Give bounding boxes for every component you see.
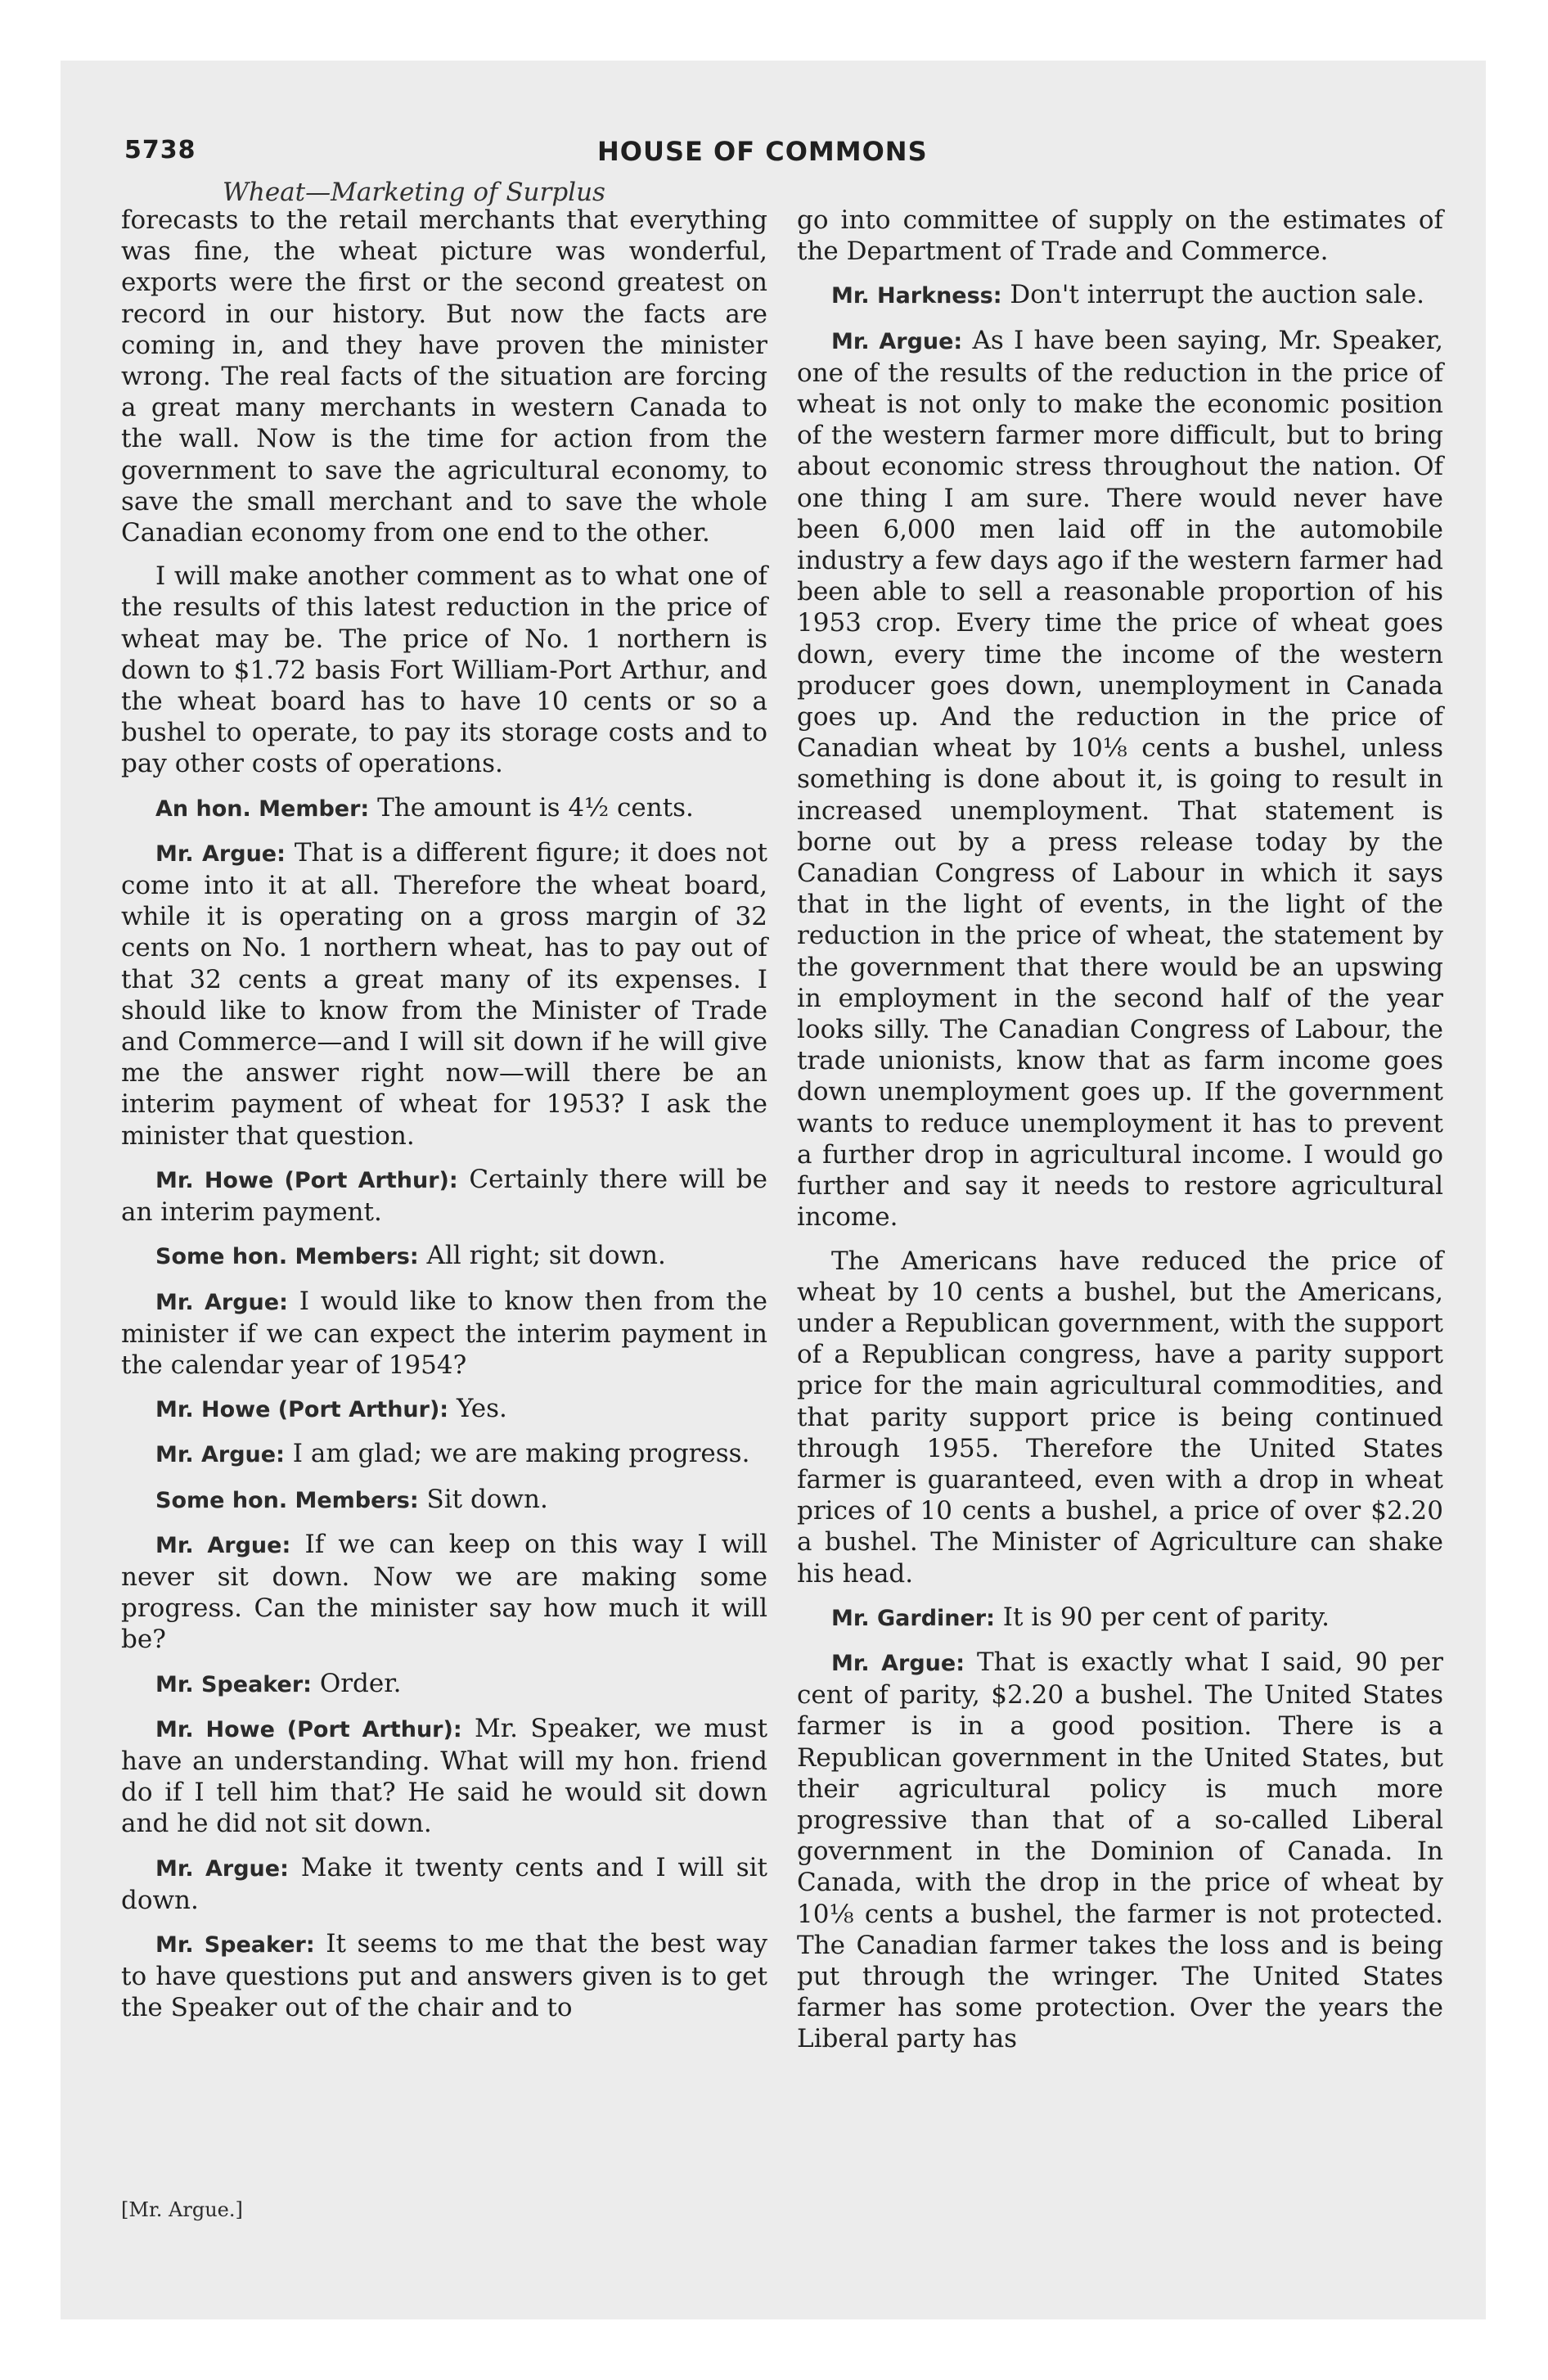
paragraph	[121, 792, 767, 825]
paragraph-text: The Americans have reduced the price of wheat by 10 cents a bushel, but the Americans, under a Republican government, with the support of a Republican congress, have a parity support price for the main agricultural commodities, and that parity support price is being continued through 1955. Therefore the United States farmer is guaranteed, even with a drop in wheat prices of 10 cents a bushel, a price of over $2.20 a bushel. The Minister of Agriculture can shake his head.	[797, 1246, 1443, 1589]
paragraph-text: I am glad; we are making progress.	[292, 1439, 750, 1469]
speaker-name: Mr. Harkness:	[831, 283, 1002, 309]
paragraph-text: As I have been saying, Mr. Speaker, one of the results of the reduction in the price of wheat is not only to make the economic position of the western farmer more difficult, but to bring about economic stress throughout the nation. Of one thing I am sure. There would never have been 6,000 men laid off in the automobile industry a few days ago if the western farmer had been able to sell a reasonable proportion of his 1953 crop. Every time the price of wheat goes down, every time the income of the western producer goes down, unemployment in Canada goes up. And the reduction in the price of Canadian wheat by 10⅛ cents a bushel, unless something is done about it, is going to result in increased unemployment. That statement is borne out by a press release today by the Canadian Congress of Labour in which it says that in the light of events, in the light of the reduction in the price of wheat, the statement by the government that there would be an upswing in employment in the second half of the year looks silly. The Canadian Congress of Labour, the trade unionists, know that as farm income goes down unemployment goes up. If the government wants to reduce unemployment it has to prevent a further drop in agricultural income. I would go further and say it needs to restore agricultural income.	[797, 325, 1443, 1233]
paragraph-text: go into committee of supply on the estimates of the Department of Trade and Commerce.	[797, 205, 1443, 267]
paragraph	[121, 837, 767, 1152]
speaker-name: Mr. Argue:	[155, 1855, 289, 1882]
speaker-name: An hon. Member:	[155, 796, 370, 822]
paragraph	[797, 1246, 1443, 1589]
paragraph	[121, 1438, 767, 1471]
right-column	[797, 205, 1443, 2067]
paragraph	[121, 1484, 767, 1517]
speaker-name: Mr. Speaker:	[155, 1931, 315, 1958]
left-column	[121, 205, 767, 2036]
page-number: 5738	[124, 136, 196, 165]
paragraph	[121, 1393, 767, 1426]
speaker-name: Mr. Gardiner:	[831, 1605, 995, 1631]
paragraph	[121, 1713, 767, 1840]
paragraph	[797, 279, 1443, 312]
paragraph	[121, 1668, 767, 1701]
paragraph-text: Order.	[319, 1668, 402, 1698]
running-title: Wheat—Marketing of Surplus	[223, 178, 605, 207]
paragraph	[797, 1647, 1443, 2055]
paragraph-text: Sit down.	[426, 1484, 548, 1514]
speaker-name: Mr. Argue:	[155, 1532, 291, 1558]
paragraph-text: I will make another comment as to what one of the results of this latest reduction in the price of wheat may be. The price of No. 1 northern is down to $1.72 basis Fort William-Port Arthur, and the wheat board has to have 10 cents or so a bushel to operate, to pay its storage costs and to pay other costs of operations.	[121, 561, 767, 779]
paragraph	[797, 1602, 1443, 1634]
paragraph-text: That is a different figure; it does not come into it at all. Therefore the wheat board, while it is operating on a gross margin of 32 cents on No. 1 northern wheat, has to pay out of that 32 cents a great many of its expenses. I should like to know from the Minister of Trade and Commerce—and I will sit down if he will give me the answer right now—will there be an interim payment of wheat for 1953? I ask the minister that question.	[121, 837, 767, 1151]
paragraph-text: That is exactly what I said, 90 per cent of parity, $2.20 a bushel. The United States farmer is in a good position. There is a Republican government in the United States, but their agricultural policy is much more progressive than that of a so-called Liberal government in the Dominion of Canada. In Canada, with the drop in the price of wheat by 10⅛ cents a bushel, the farmer is not protected. The Canadian farmer takes the loss and is being put through the wringer. The United States farmer has some protection. Over the years the Liberal party has	[797, 1647, 1443, 2054]
paragraph	[797, 325, 1443, 1233]
paragraph	[121, 205, 767, 548]
paragraph-text: The amount is 4½ cents.	[377, 792, 694, 823]
paragraph-text: Certainly there will be an interim payment.	[121, 1164, 767, 1228]
speaker-name: Some hon. Members:	[155, 1487, 419, 1513]
paragraph-text: I would like to know then from the minister if we can expect the interim payment in the calendar year of 1954?	[121, 1286, 767, 1380]
paragraph-text: Make it twenty cents and I will sit down.	[121, 1852, 767, 1915]
paragraph-text: If we can keep on this way I will never sit down. Now we are making some progress. Can the minister say how much it will be?	[121, 1529, 767, 1655]
footer-note: [Mr. Argue.]	[121, 2198, 243, 2221]
paragraph	[121, 1529, 767, 1656]
speaker-name: Mr. Argue:	[831, 328, 963, 354]
speaker-name: Mr. Argue:	[155, 841, 286, 867]
paragraph	[121, 1286, 767, 1382]
speaker-name: Mr. Howe (Port Arthur):	[155, 1716, 462, 1742]
speaker-name: Mr. Argue:	[155, 1289, 288, 1315]
speaker-name: Some hon. Members:	[155, 1244, 419, 1270]
speaker-name: Mr. Argue:	[831, 1650, 965, 1676]
paragraph	[797, 205, 1443, 267]
paragraph-text: All right; sit down.	[426, 1241, 666, 1271]
paragraph-text: Mr. Speaker, we must have an understanding. What will my hon. friend do if I tell him that? He said he would sit down and he did not sit down.	[121, 1713, 768, 1839]
speaker-name: Mr. Howe (Port Arthur):	[155, 1167, 458, 1193]
paragraph-text: forecasts to the retail merchants that everything was fine, the wheat picture was wonderful, exports were the first or the second greatest on record in our history. But now the facts are coming in, and they have proven the minister wrong. The real facts of the situation are forcing a great many merchants in western Canada to the wall. Now is the time for action from the government to save the agricultural economy, to save the small merchant and to save the whole Canadian economy from one end to the other.	[121, 205, 767, 548]
paragraph-text: Yes.	[456, 1394, 507, 1424]
paragraph-text: It is 90 per cent of parity.	[1002, 1602, 1330, 1632]
page-header-title: HOUSE OF COMMONS	[597, 136, 928, 167]
speaker-name: Mr. Howe (Port Arthur):	[155, 1397, 449, 1423]
paragraph	[121, 561, 767, 779]
paragraph-text: Don't interrupt the auction sale.	[1010, 280, 1424, 310]
speaker-name: Mr. Speaker:	[155, 1671, 312, 1697]
paragraph-text: It seems to me that the best way to have questions put and answers given is to get the Speaker out of the chair and to	[121, 1928, 767, 2023]
paragraph	[121, 1240, 767, 1273]
paragraph	[121, 1164, 767, 1228]
paragraph	[121, 1928, 767, 2024]
paragraph	[121, 1852, 767, 1916]
speaker-name: Mr. Argue:	[155, 1442, 285, 1468]
